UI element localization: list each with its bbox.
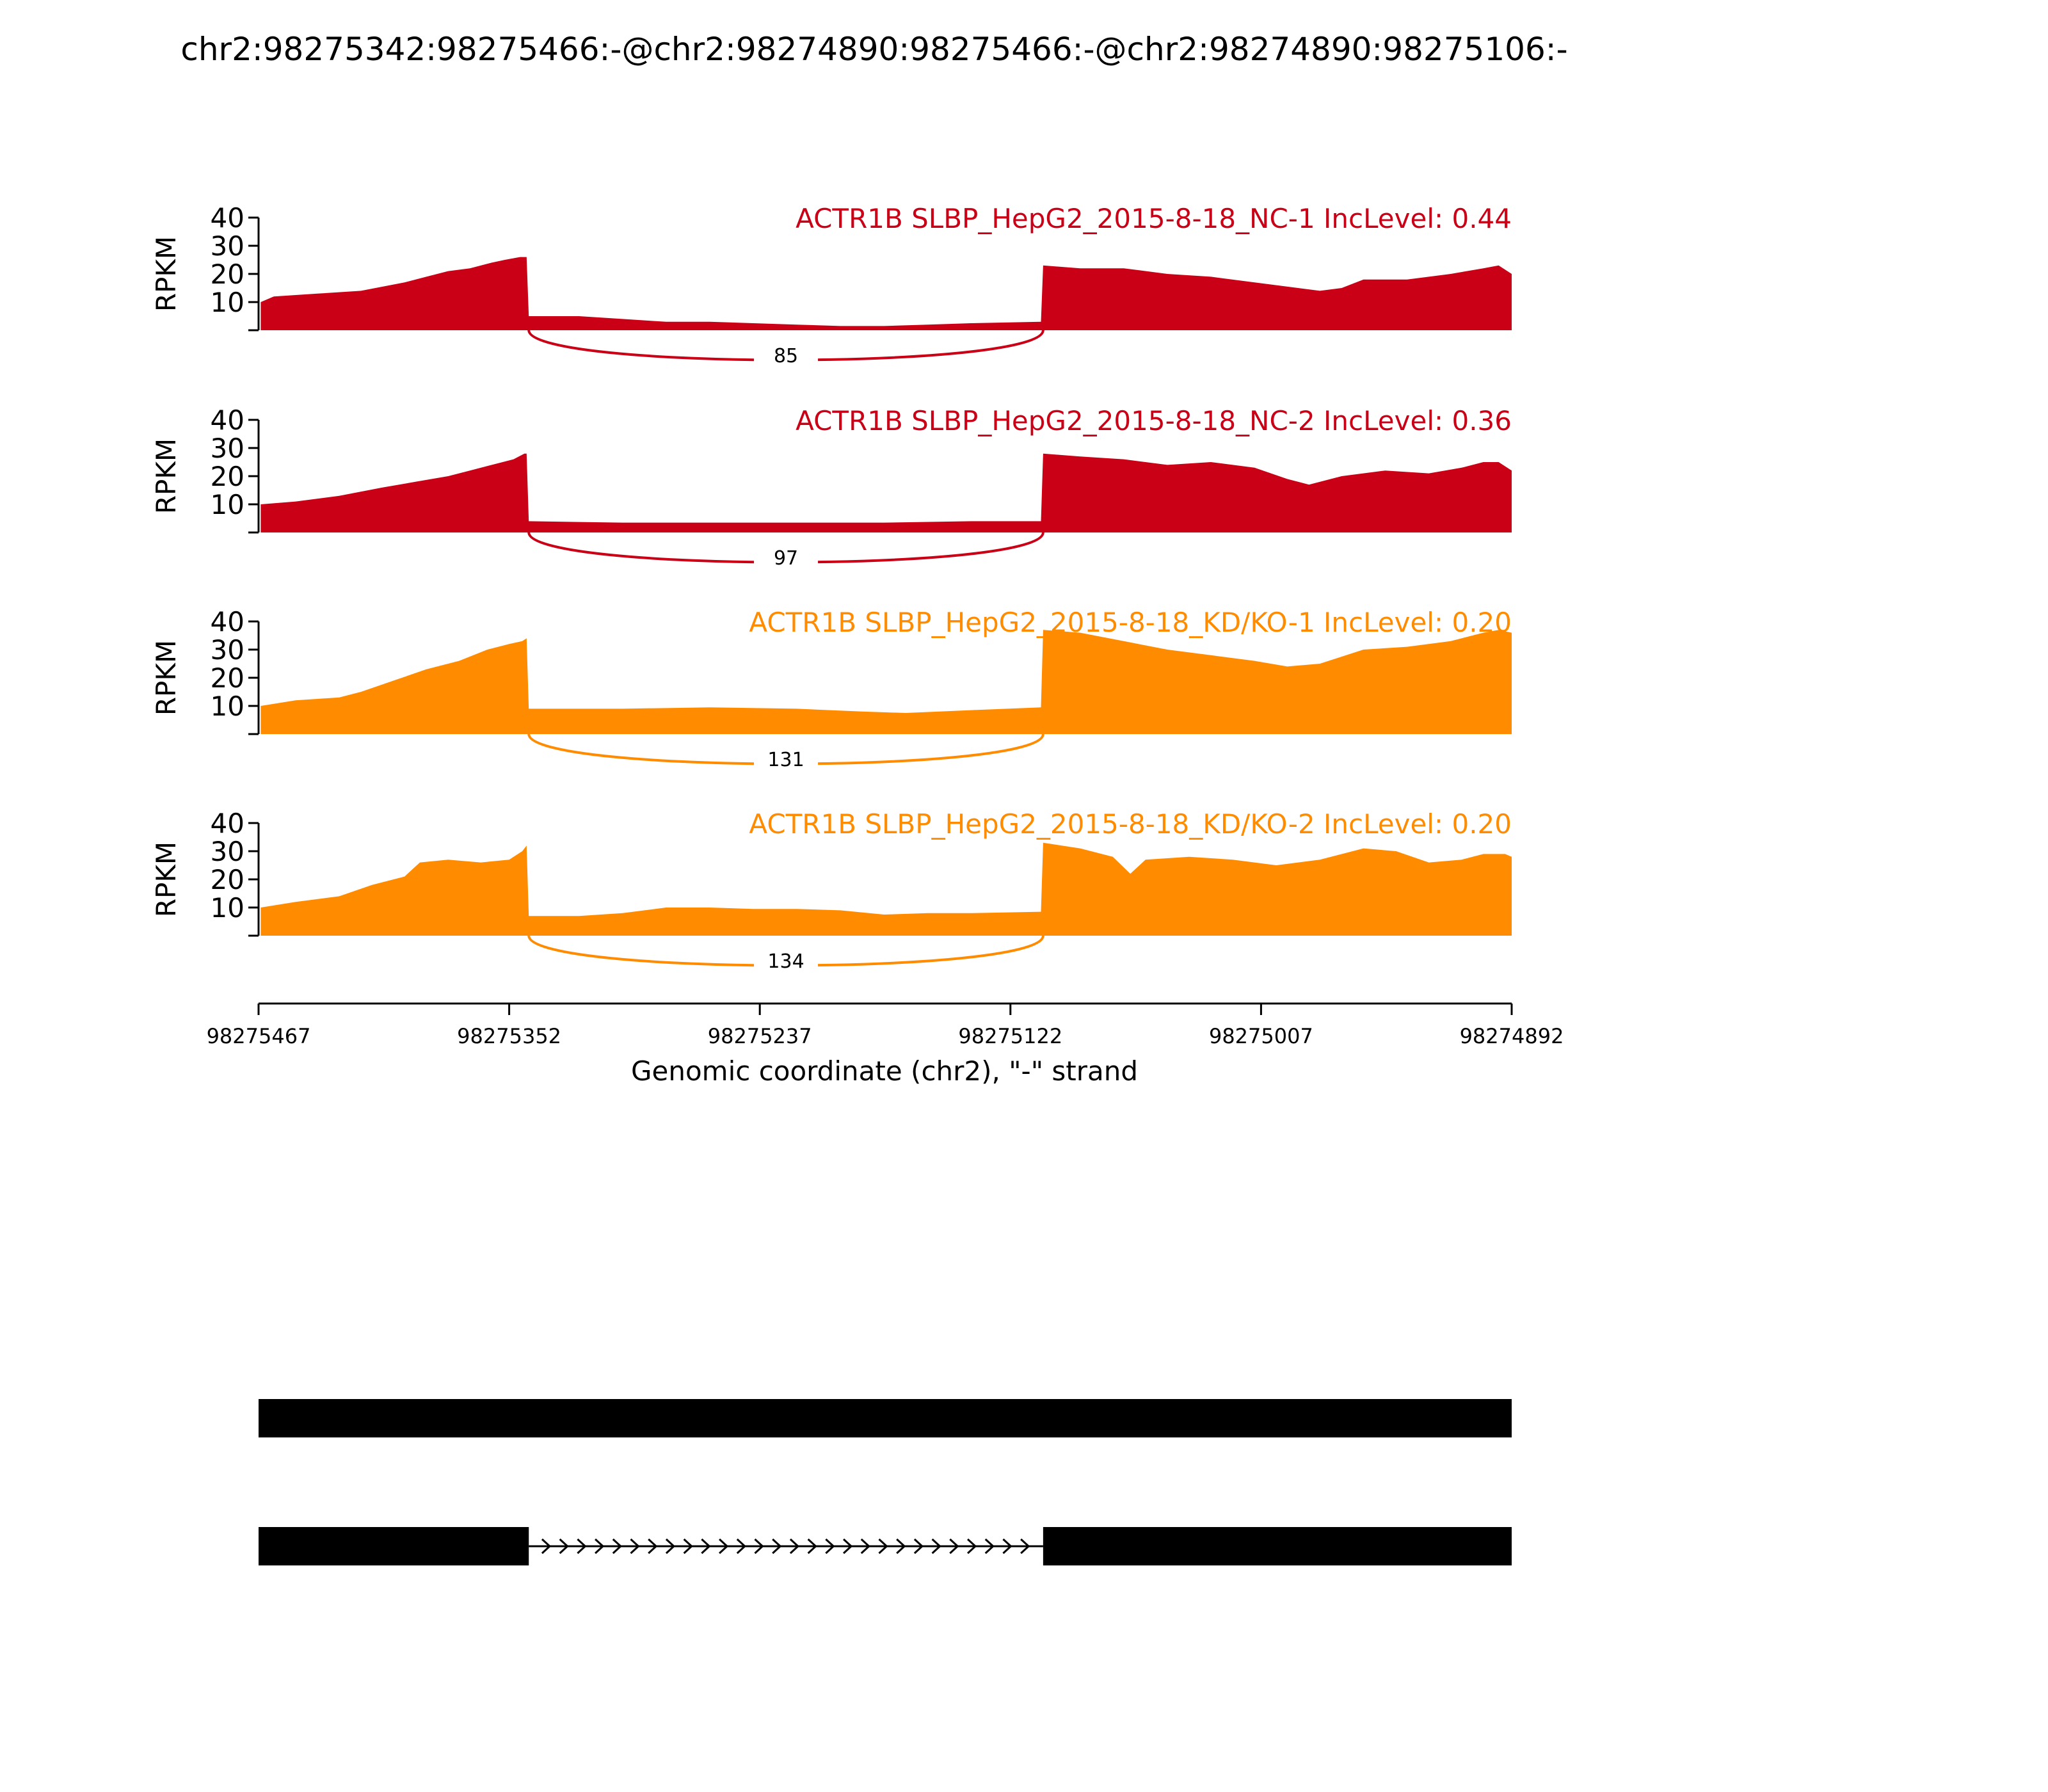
exon: [259, 1527, 529, 1565]
track-4: [150, 808, 1512, 974]
y-tick-label: 20: [210, 662, 244, 694]
x-tick-label: 98275352: [457, 1024, 562, 1048]
y-tick-label: 40: [210, 606, 244, 637]
y-axis: [211, 202, 259, 330]
y-tick-label: 30: [210, 836, 244, 867]
y-tick-label: 40: [210, 404, 244, 436]
coverage-area: [260, 257, 1512, 330]
y-tick-label: 30: [210, 634, 244, 666]
y-tick-label: 20: [210, 461, 244, 492]
track-3: [150, 606, 1512, 772]
y-tick-label: 10: [210, 892, 244, 924]
y-axis: [211, 404, 259, 532]
y-axis-label: RPKM: [150, 841, 182, 918]
y-tick-label: 20: [210, 864, 244, 895]
y-tick-label: 10: [210, 691, 244, 722]
y-tick-label: 40: [210, 808, 244, 839]
junction-count: 131: [767, 749, 804, 771]
x-tick-label: 98275237: [707, 1024, 812, 1048]
transcript-2: [259, 1527, 1512, 1565]
x-axis-label: Genomic coordinate (chr2), "-" strand: [630, 1055, 1139, 1087]
y-tick-label: 40: [210, 202, 244, 234]
exon: [1043, 1527, 1512, 1565]
y-axis: [211, 606, 259, 734]
junction-count: 97: [773, 547, 799, 570]
y-tick-label: 10: [210, 287, 244, 318]
coverage-area: [260, 843, 1512, 936]
sample-label: ACTR1B SLBP_HepG2_2015-8-18_KD/KO-2 IncLevel: 0.20: [749, 808, 1512, 840]
x-tick-label: 98275467: [206, 1024, 311, 1048]
y-axis-label: RPKM: [150, 236, 182, 312]
x-tick-label: 98275122: [958, 1024, 1063, 1048]
transcript-1: [259, 1399, 1512, 1437]
coverage-area: [260, 630, 1512, 734]
x-axis: [207, 1004, 1564, 1048]
sample-label: ACTR1B SLBP_HepG2_2015-8-18_NC-2 IncLevel: 0.36: [796, 405, 1512, 436]
y-tick-label: 30: [210, 230, 244, 262]
y-axis-label: RPKM: [150, 639, 182, 716]
sample-label: ACTR1B SLBP_HepG2_2015-8-18_NC-1 IncLevel: 0.44: [796, 203, 1512, 234]
y-tick-label: 10: [210, 489, 244, 520]
coverage-tracks: [150, 202, 1512, 974]
y-axis-label: RPKM: [150, 438, 182, 515]
chart-title: chr2:98275342:98275466:-@chr2:98274890:98275466:-@chr2:98274890:98275106:-: [180, 31, 1568, 68]
y-axis: [211, 808, 259, 936]
transcript-models: [259, 1399, 1512, 1565]
x-tick-label: 98274892: [1459, 1024, 1564, 1048]
track-1: [150, 202, 1512, 369]
y-tick-label: 30: [210, 433, 244, 464]
junction-count: 85: [773, 345, 799, 367]
coverage-area: [260, 454, 1512, 532]
track-2: [150, 404, 1512, 571]
junction-count: 134: [767, 950, 804, 973]
y-tick-label: 20: [210, 259, 244, 290]
sample-label: ACTR1B SLBP_HepG2_2015-8-18_KD/KO-1 IncLevel: 0.20: [749, 607, 1512, 638]
x-tick-label: 98275007: [1208, 1024, 1313, 1048]
exon: [259, 1399, 1512, 1437]
